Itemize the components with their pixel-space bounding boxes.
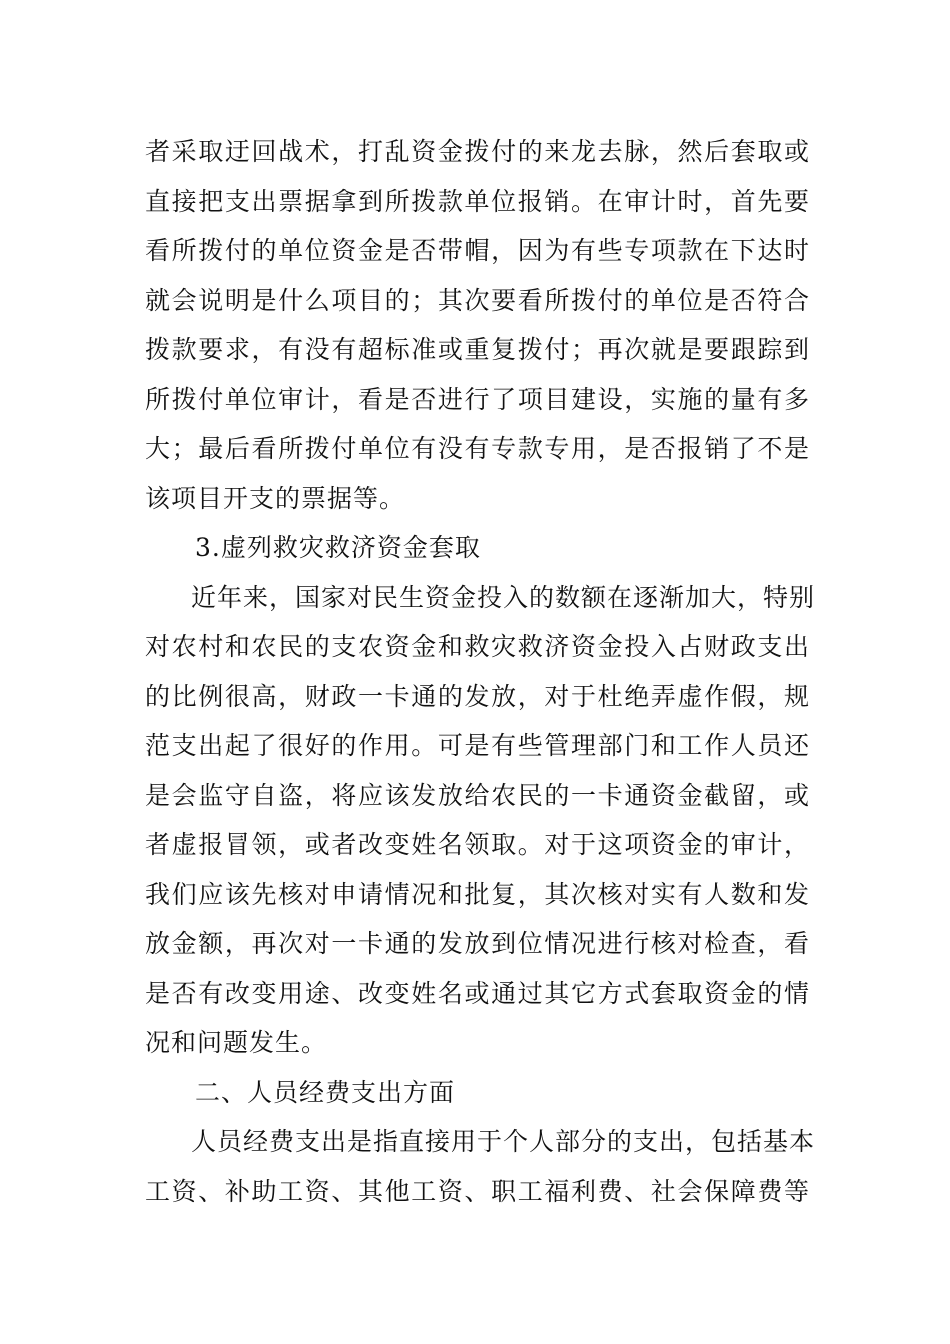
paragraph xyxy=(145,573,816,1068)
paragraph-line: 大；最后看所拨付单位有没有专款专用，是否报销了不是 xyxy=(145,434,810,463)
paragraph-line: 近年来，国家对民生资金投入的数额在逐渐加大，特别 xyxy=(191,582,816,612)
section-heading: 二、人员经费支出方面 xyxy=(195,1077,456,1107)
paragraph-line: 者虚报冒领，或者改变姓名领取。对于这项资金的审计， xyxy=(145,830,810,859)
paragraph-line: 所拨付单位审计，看是否进行了项目建设，实施的量有多 xyxy=(145,384,810,414)
paragraph-line: 者采取迂回战术，打乱资金拨付的来龙去脉，然后套取或 xyxy=(145,137,810,166)
document-body xyxy=(145,127,816,1216)
paragraph xyxy=(145,1117,816,1216)
paragraph-line: 是会监守自盗，将应该发放给农民的一卡通资金截留，或 xyxy=(145,780,810,810)
paragraph-line: 范支出起了很好的作用。可是有些管理部门和工作人员还 xyxy=(145,731,810,760)
paragraph-line: 是否有改变用途、改变姓名或通过其它方式套取资金的情 xyxy=(145,978,810,1008)
paragraph-line: 就会说明是什么项目的；其次要看所拨付的单位是否符合 xyxy=(145,285,810,315)
paragraph-line: 况和问题发生。 xyxy=(145,1028,328,1057)
paragraph-line: 我们应该先核对申请情况和批复，其次核对实有人数和发 xyxy=(145,879,810,909)
paragraph-line: 对农村和农民的支农资金和救灾救济资金投入占财政支出 xyxy=(145,632,810,661)
paragraph-line: 的比例很高，财政一卡通的发放，对于杜绝弄虚作假，规 xyxy=(145,681,810,711)
paragraph xyxy=(145,127,810,523)
paragraph-line: 该项目开支的票据等。 xyxy=(145,483,406,513)
paragraph-line: 工资、补助工资、其他工资、职工福利费、社会保障费等 xyxy=(145,1176,810,1206)
paragraph-line: 放金额，再次对一卡通的发放到位情况进行核对检查，看 xyxy=(145,929,810,958)
paragraph-line: 看所拨付的单位资金是否带帽，因为有些专项款在下达时 xyxy=(145,236,810,265)
paragraph-line: 拨款要求，有没有超标准或重复拨付；再次就是要跟踪到 xyxy=(145,335,810,364)
paragraph-line: 直接把支出票据拿到所拨款单位报销。在审计时，首先要 xyxy=(145,186,810,216)
paragraph-line: 人员经费支出是指直接用于个人部分的支出，包括基本 xyxy=(191,1127,816,1156)
section-heading: 3.虚列救灾救济资金套取 xyxy=(195,533,481,562)
